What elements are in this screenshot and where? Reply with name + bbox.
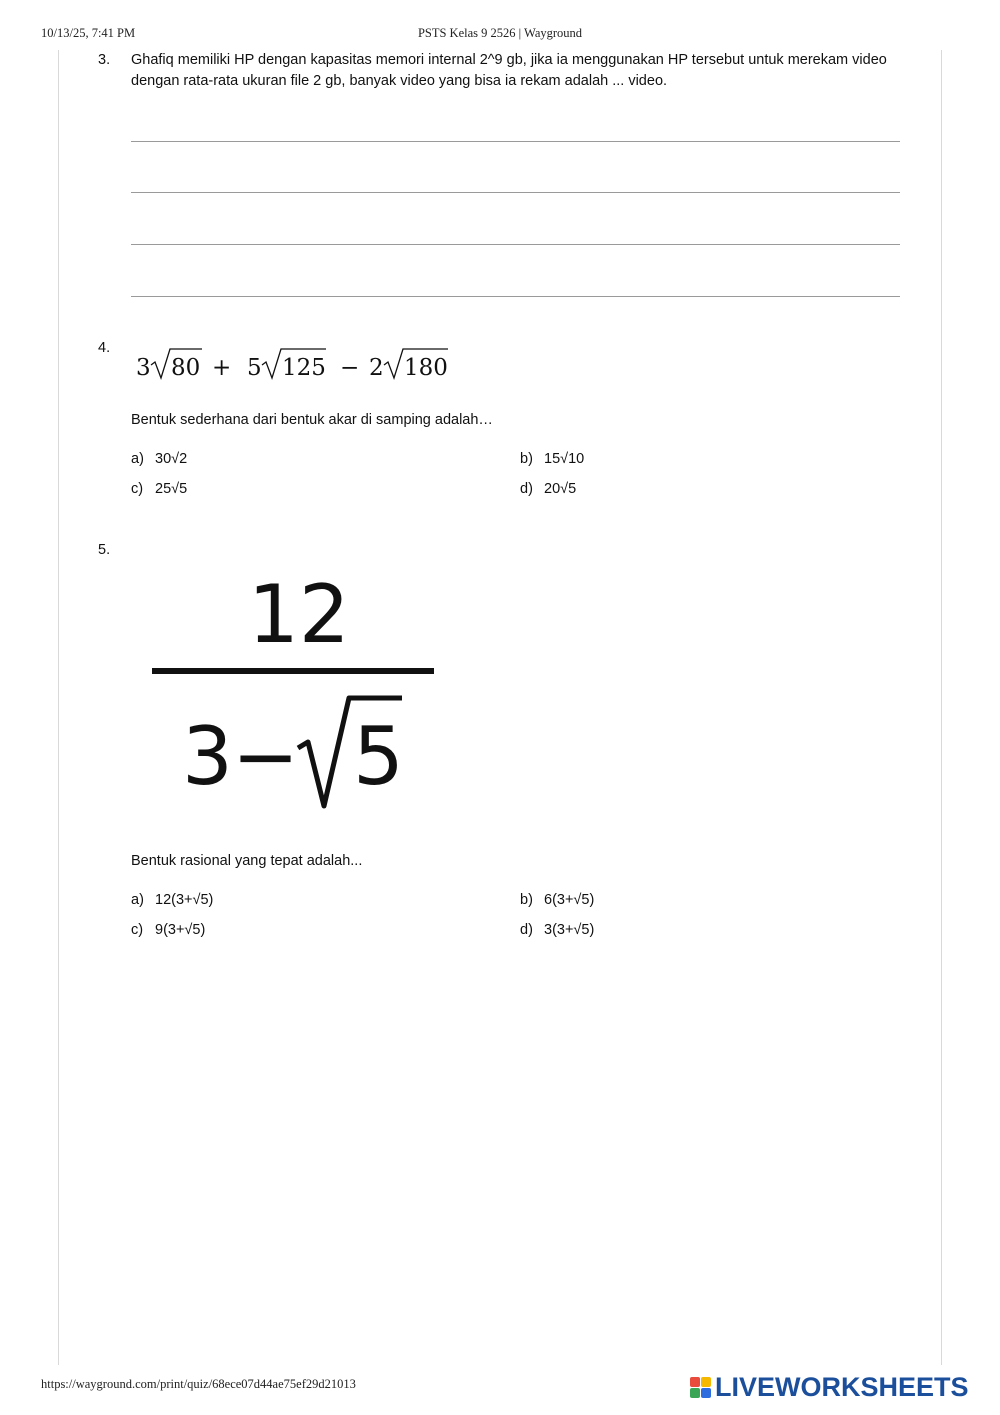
q5-option-d[interactable] <box>520 922 594 938</box>
answer-line-1[interactable] <box>131 141 900 142</box>
term-1-radicand: 80 <box>171 355 201 381</box>
page-title: PSTS Kelas 9 2526 | Wayground <box>417 26 583 40</box>
question-3-text: Ghafiq memiliki HP dengan kapasitas memori internal 2^9 gb, jika ia menggunakan HP tersebut untuk merekam video dengan rata-rata ukuran file 2 gb, banyak video yang bisa ia rekam adalah ... video. <box>131 52 887 89</box>
operator-plus: + <box>212 355 232 381</box>
option-label: a) <box>131 892 144 908</box>
option-text: 30√2 <box>155 451 188 467</box>
denominator-radicand: 5 <box>353 710 404 803</box>
option-text: 9(3+√5) <box>155 922 206 938</box>
operator-minus: − <box>340 355 360 381</box>
option-label: b) <box>520 892 533 908</box>
q4-option-d[interactable] <box>520 481 576 497</box>
option-text: 3(3+√5) <box>544 922 595 938</box>
radical-expression <box>130 342 460 386</box>
print-datetime: 10/13/25, 7:41 PM <box>41 26 136 40</box>
option-label: c) <box>131 481 144 497</box>
q5-option-a[interactable] <box>131 892 213 908</box>
question-5-number: 5. <box>98 542 111 558</box>
option-text: 25√5 <box>155 481 188 497</box>
logo-square <box>701 1388 711 1398</box>
answer-line-3[interactable] <box>131 244 900 245</box>
liveworksheets-grid-icon <box>690 1377 711 1398</box>
denominator-operator: − <box>232 710 300 803</box>
option-label: c) <box>131 922 144 938</box>
fraction-bar <box>152 668 434 674</box>
denominator-whole: 3 <box>182 710 233 803</box>
term-3-radicand: 180 <box>404 355 448 381</box>
question-4-number: 4. <box>98 340 111 356</box>
option-text: 20√5 <box>544 481 577 497</box>
q5-option-b[interactable] <box>520 892 594 908</box>
option-label: a) <box>131 451 144 467</box>
liveworksheets-logo <box>690 1372 969 1403</box>
q4-option-c[interactable] <box>131 481 187 497</box>
answer-line-4[interactable] <box>131 296 900 297</box>
question-3-number: 3. <box>98 52 111 68</box>
q4-option-a[interactable] <box>131 451 187 467</box>
logo-square <box>701 1377 711 1387</box>
q5-option-c[interactable] <box>131 922 205 938</box>
option-label: d) <box>520 481 533 497</box>
liveworksheets-wordmark: LIVEWORKSHEETS <box>715 1372 969 1402</box>
term-1-coefficient: 3 <box>136 355 151 381</box>
logo-square <box>690 1388 700 1398</box>
logo-square <box>690 1377 700 1387</box>
answer-line-2[interactable] <box>131 192 900 193</box>
numerator: 12 <box>248 570 350 661</box>
option-text: 15√10 <box>544 451 585 467</box>
option-label: d) <box>520 922 533 938</box>
term-3-coefficient: 2 <box>369 355 384 381</box>
fraction-expression <box>140 570 450 820</box>
option-label: b) <box>520 451 533 467</box>
right-margin-rule <box>941 50 942 1365</box>
question-4-prompt: Bentuk sederhana dari bentuk akar di samping adalah… <box>131 412 493 428</box>
question-5-prompt: Bentuk rasional yang tepat adalah... <box>131 853 363 869</box>
term-2-coefficient: 5 <box>247 355 262 381</box>
option-text: 6(3+√5) <box>544 892 595 908</box>
q4-option-b[interactable] <box>520 451 584 467</box>
term-2-radicand: 125 <box>282 355 326 381</box>
left-margin-rule <box>58 50 59 1365</box>
page-url[interactable]: https://wayground.com/print/quiz/68ece07d44ae75ef29d21013 <box>41 1377 356 1391</box>
option-text: 12(3+√5) <box>155 892 214 908</box>
